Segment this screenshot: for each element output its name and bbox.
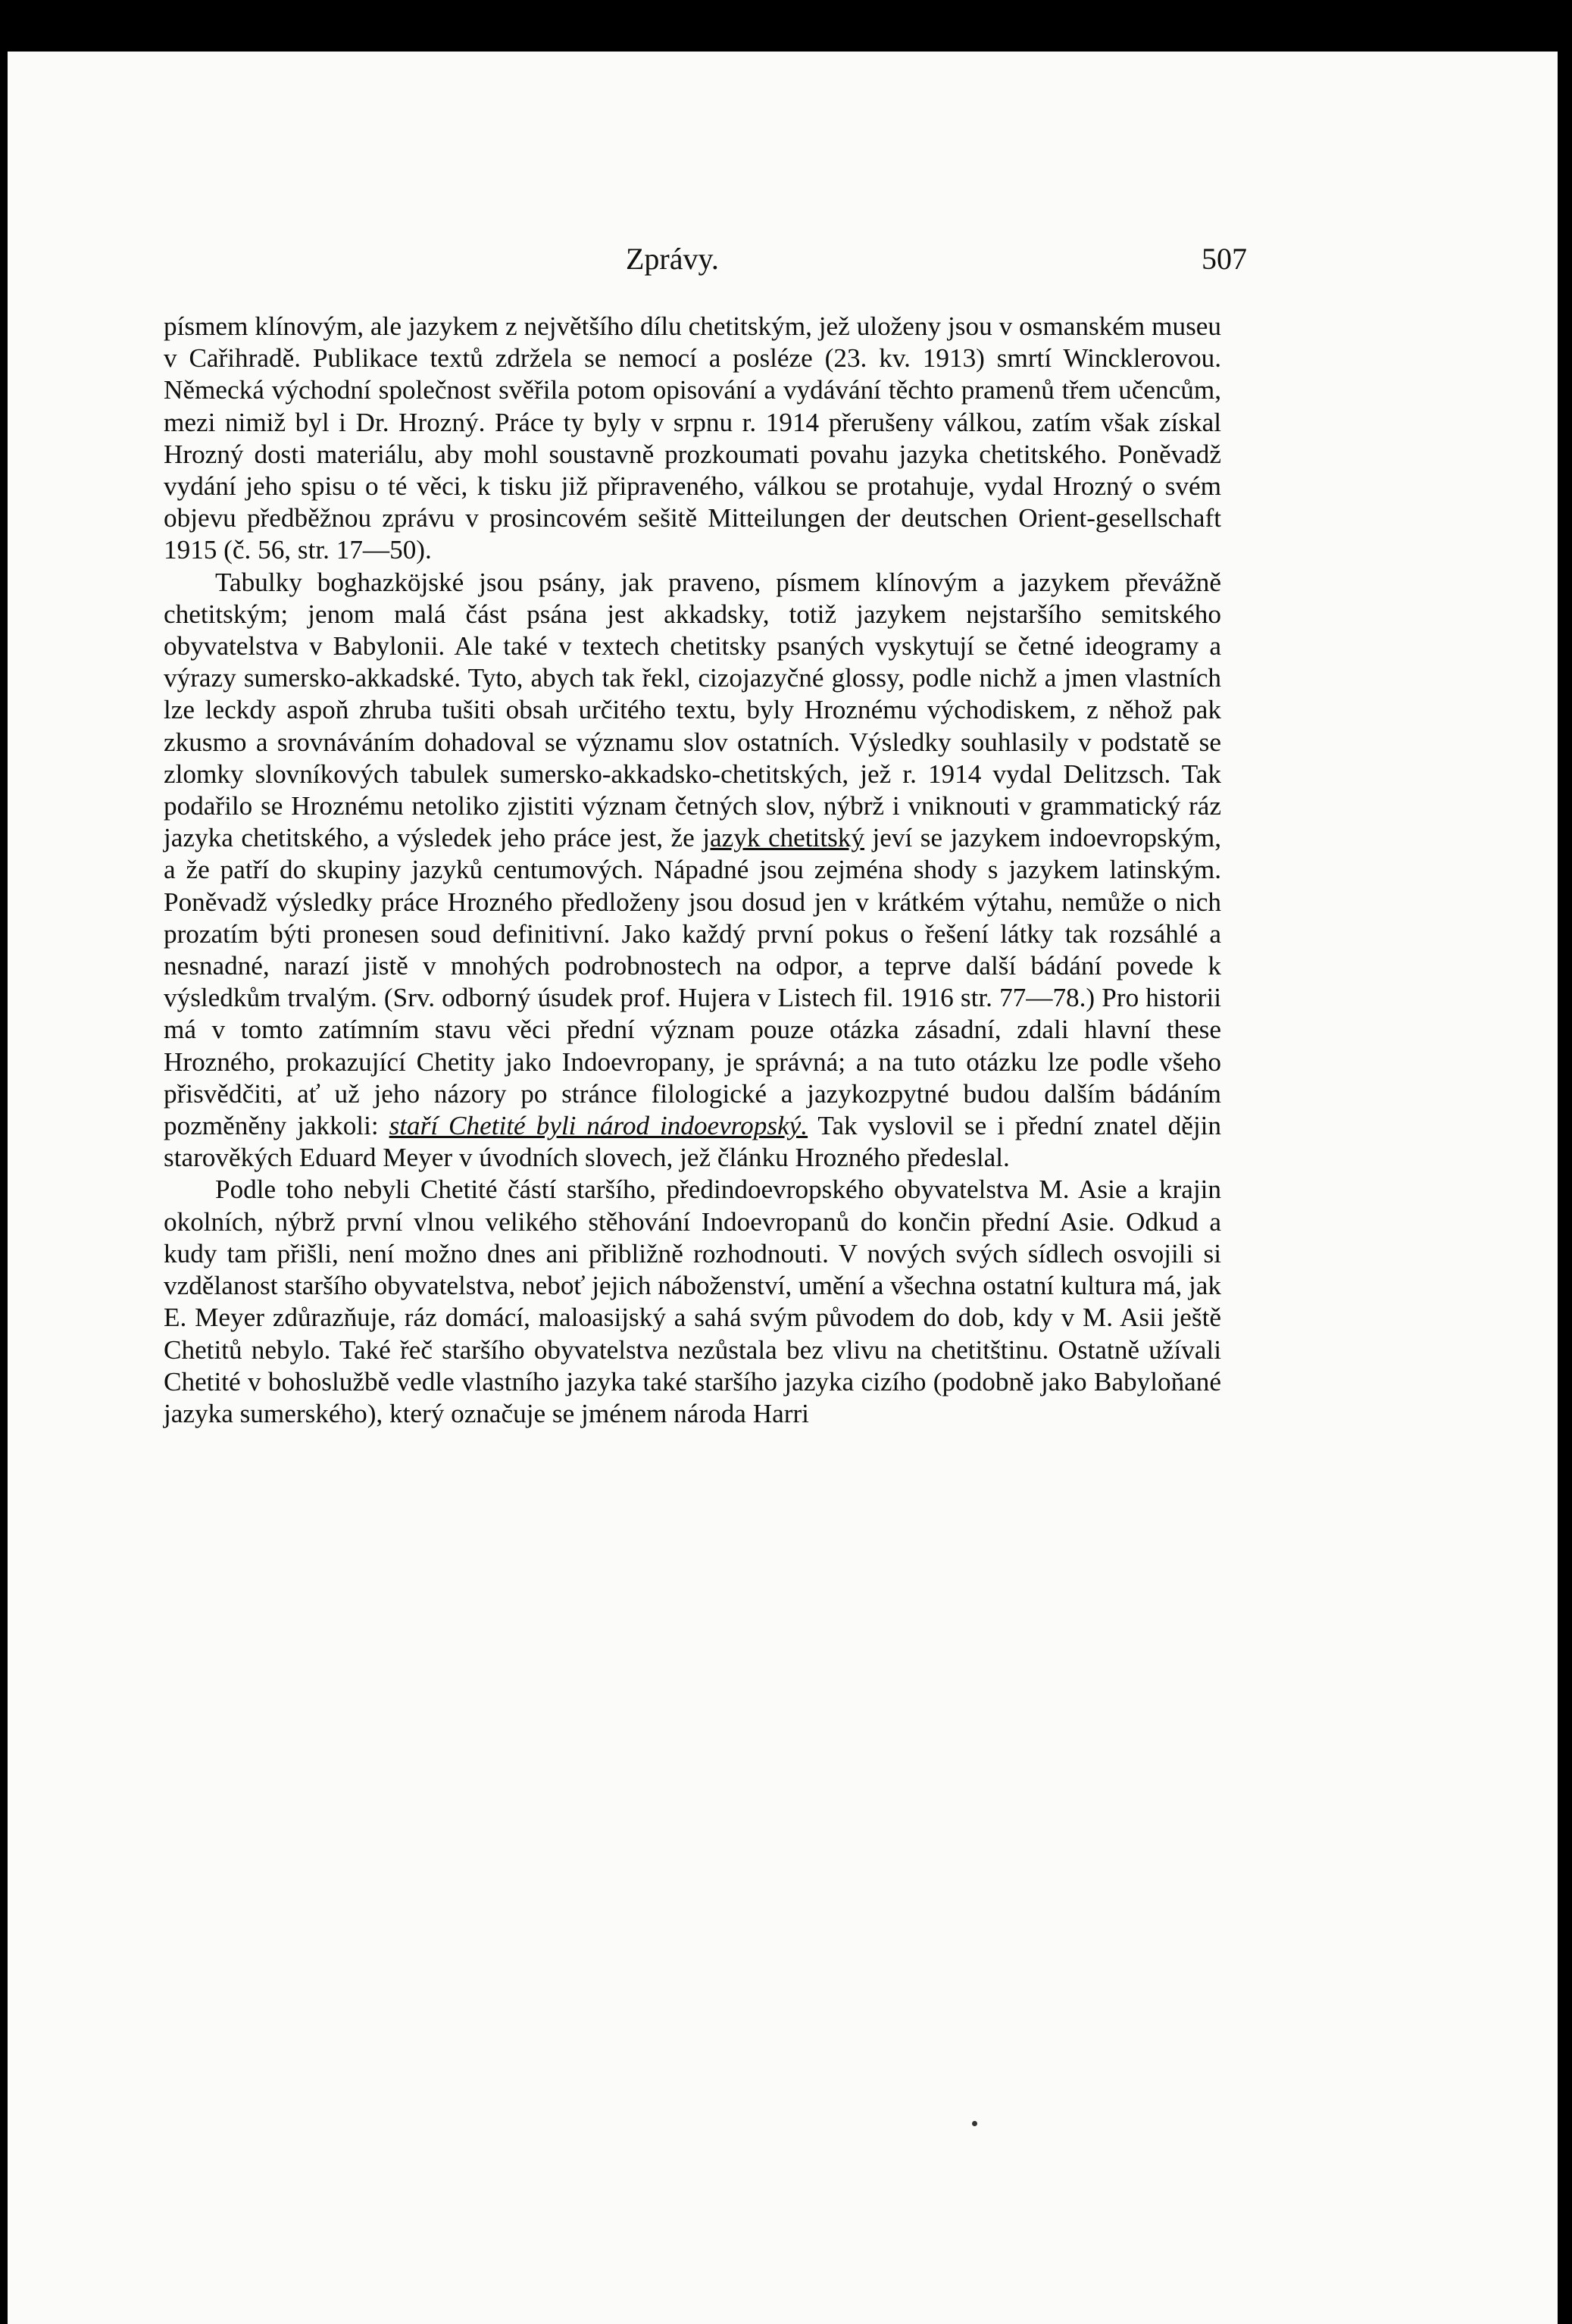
paragraph-2-text-start: Tabulky boghazköjské jsou psány, jak praveno, písmem klínovým a jazykem převážně chetitským; jenom malá část psána jest akkadsky, totiž jazykem nejstaršího semitského obyvatelstva v Babylonii. Ale také v textech chetitsky psaných vyskytují se četné ideogramy a výrazy sumersko-akkadské. Tyto, abych tak řekl, cizojazyčné glossy, podle nichž a jmen vlastních lze leckdy aspoň zhruba tušiti obsah určitého textu, byly Hroznému východiskem, z něhož pak zkusmo a srovnáváním dohadoval se významu slov ostatních. Výsledky souhlasily v podstatě se zlomky slovníkových tabulek sumersko-akkadsko-chetitských, jež r. 1914 vydal Delitzsch. Tak podařilo se Hroznému netoliko zjistiti význam četných slov, nýbrž i vniknouti v grammatický ráz jazyka chetitského, a výsledek jeho práce jest, že: [164, 567, 1221, 853]
paragraph-2-text-middle: jeví se jazykem indoevropským, a že patří do skupiny jazyků centumových. Nápadné jsou zejména shody s jazykem latinským. Poněvadž výsledky práce Hrozného předloženy jsou dosud jen v krátkém výtahu, nemůže o nich prozatím býti pronesen soud definitivní. Jako každý první pokus o řešení látky tak rozsáhlé a nesnadné, narazí jistě v mnohých podrobnostech na odpor, a teprve další bádání povede k výsledkům trvalým. (Srv. odborný úsudek prof. Hujera v Listech fil. 1916 str. 77—78.) Pro historii má v tomto zatímním stavu věci přední význam pouze otázka zásadní, zdali hlavní these Hrozného, prokazující Chetity jako Indoevropany, je správná; a na tuto otázku lze podle všeho přisvědčiti, ať už jeho názory po stránce filologické a jazykozpytné budou dalším bádáním pozměněny jakkoli:: [164, 823, 1221, 1141]
underlined-phrase: jazyk chetitský: [702, 823, 864, 853]
paragraph-2-text-end: Tak vyslovil se i přední znatel dějin starověkých Eduard Meyer v úvodních slovech, jež článku Hrozného předeslal.: [164, 1111, 1221, 1173]
paragraph-1-text: písmem klínovým, ale jazykem z největšího dílu chetitským, jež uloženy jsou v osmanském museu v Cařihradě. Publikace textů zdržela se nemocí a posléze (23. kv. 1913) smrtí Wincklerovou. Německá východní společnost svěřila potom opisování a vydávání těchto pramenů třem učencům, mezi nimiž byl i Dr. Hrozný. Práce ty byly v srpnu r. 1914 přerušeny válkou, zatím však získal Hrozný dosti materiálu, aby mohl soustavně prozkoumati povahu jazyka chetitského. Poněvadž vydání jeho spisu o té věci, k tisku již připraveného, válkou se protahuje, vydal Hrozný o svém objevu předběžnou zprávu v prosincovém sešitě Mitteilungen der deutschen Orient-gesellschaft 1915 (č. 56, str. 17—50).: [164, 311, 1221, 565]
section-title: Zprávy.: [626, 242, 719, 276]
page-number: 507: [1202, 242, 1247, 276]
print-speck: [972, 2121, 977, 2126]
paragraph-2: [164, 567, 1221, 1175]
paragraph-3-text: Podle toho nebyli Chetité částí staršího, předindoevropského obyvatelstva M. Asie a krajin okolních, nýbrž první vlnou velikého stěhování Indoevropanů do končin přední Asie. Odkud a kudy tam přišli, není možno dnes ani přibližně rozhodnouti. V nových svých sídlech osvojili si vzdělanost staršího obyvatelstva, neboť jejich náboženství, umění a všechna ostatní kultura má, jak E. Meyer zdůrazňuje, ráz domácí, maloasijský a sahá svým původem do dob, kdy v M. Asii ještě Chetitů nebylo. Také řeč staršího obyvatelstva nezůstala bez vlivu na chetitštinu. Ostatně užívali Chetité v bohoslužbě vedle vlastního jazyka také staršího jazyka cizího (podobně jako Babyloňané jazyka sumerského), který označuje se jménem národa Harri: [164, 1175, 1221, 1428]
paragraph-1: [164, 311, 1221, 567]
body-text: [164, 311, 1221, 1430]
running-header: [0, 241, 1572, 279]
emphasized-thesis: staří Chetité byli národ indoevropský.: [389, 1111, 808, 1141]
paragraph-3: [164, 1174, 1221, 1430]
